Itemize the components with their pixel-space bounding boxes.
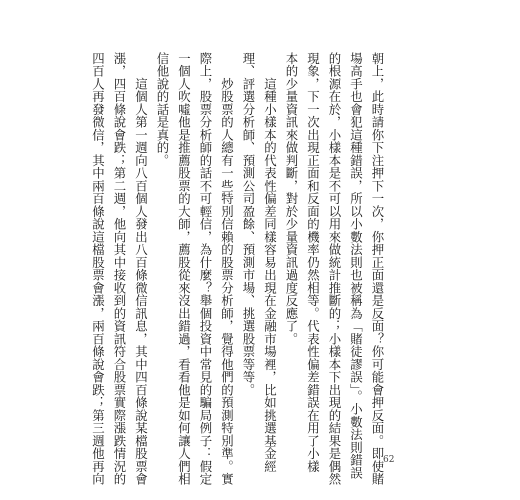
text-line: 一個人吹噓他是推薦股票的大師，薦股從來沒出錯過，看看他是如何讓人們相	[176, 52, 192, 486]
text-line: 理、評選分析師、預測公司盈餘、預測市場、挑選股票等等。	[241, 52, 256, 397]
text-line: 現象，下一次出現正面和反面的機率仍然相等。代表性偏差錯誤在用了小樣	[305, 52, 321, 473]
text-line: 四百人再發微信，其中兩百條說這檔股票會漲，兩百條說會跌；第三週他再向	[90, 52, 106, 486]
text-line: 場高手也會犯這種錯誤，所以小數法則也被稱為「賭徒謬誤」。小數法則錯誤	[348, 52, 364, 480]
text-line-content: 這種小樣本的代表性偏差同樣容易出現在金融市場裡，比如挑選基金經	[262, 77, 278, 473]
text-line	[220, 52, 235, 486]
paragraph-2	[238, 52, 281, 473]
text-line: 信他說的話是真的。	[155, 52, 170, 167]
text-line-content: 這個人第一週向八百個人發出八百條微信訊息，其中四百條說某檔股票會	[133, 77, 149, 486]
text-line: 朝上，此時請你下注押下一次，你押正面還是反面？你可能會押反面。即使賭	[370, 52, 385, 486]
page-number: 62	[383, 455, 395, 465]
paragraph-3	[152, 52, 238, 486]
text-line: 漲，四百條說會跌；第二週，他向其中接收到的資訊符合股票實際漲跌情況的	[112, 52, 127, 486]
text-line-content: 炒股票的人總有一些特別信賴的股票分析師，覺得他們的預測特別準。實	[219, 77, 235, 486]
text-line: 際上，股票分析師的話不可輕信，為什麼？舉個投資中常見的騙局例子：假定	[198, 52, 213, 486]
text-line: 本的少量資訊來做判斷，對於少量資訊過度反應了。	[284, 52, 299, 346]
text-line	[263, 52, 278, 473]
body-text	[87, 52, 388, 486]
text-line	[134, 52, 149, 486]
text-line: 的根源在於，小樣本是不可以用來做統計推斷的；小樣本下出現的結果是偶然	[327, 52, 342, 486]
paragraph-4	[87, 52, 152, 486]
